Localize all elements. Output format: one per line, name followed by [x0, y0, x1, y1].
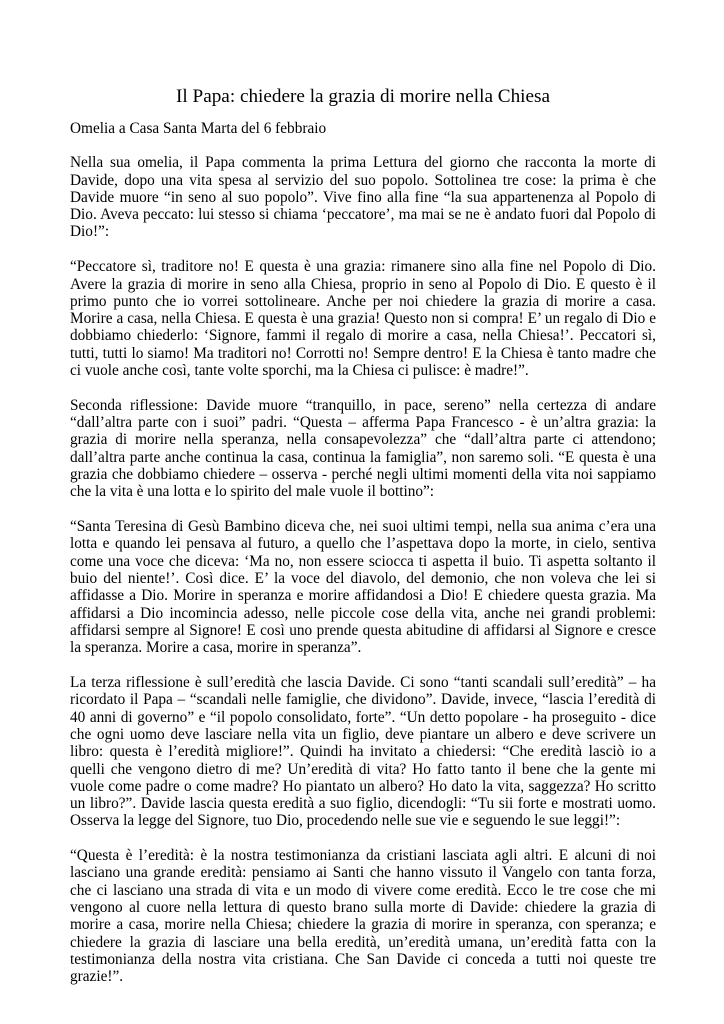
- document-subtitle: Omelia a Casa Santa Marta del 6 febbraio: [70, 120, 327, 137]
- paragraph-4: “Santa Teresina di Gesù Bambino diceva che, nei suoi ultimi tempi, nella sua anima c’era una lotta e quando lei pensava al futuro, a quello che l’aspettava dopo la morte, in cielo, sentiva come una voce che diceva: ‘Ma no, non essere sciocca ti aspetta il buio. Ti aspetta soltanto il buio del niente!’. Così dice. E’ la voce del diavolo, del demonio, che non voleva che lei si affidasse a Dio. Morire in speranza e morire affidandosi a Dio! E chiedere questa grazia. Ma affidarsi a Dio incomincia adesso, nelle piccole cose della vita, anche nei grandi problemi: affidarsi sempre al Signore! E così uno prende questa abitudine di affidarsi al Signore e cresce la speranza. Morire a casa, morire in speranza”.: [70, 518, 656, 657]
- document-page: [70, 86, 656, 1003]
- paragraph-2: “Peccatore sì, traditore no! E questa è una grazia: rimanere sino alla fine nel Popolo di Dio. Avere la grazia di morire in seno alla Chiesa, proprio in seno al Popolo di Dio. E questo è il primo punto che io vorrei sottolineare. Anche per noi chiedere la grazia di morire a casa. Morire a casa, nella Chiesa. E questa è una grazia! Questo non si compra! E’ un regalo di Dio e dobbiamo chiederlo: ‘Signore, fammi il regalo di morire a casa, nella Chiesa!’. Peccatori sì, tutti, tutti lo siamo! Ma traditori no! Corrotti no! Sempre dentro! E la Chiesa è tanto madre che ci vuole anche così, tante volte sporchi, ma la Chiesa ci pulisce: è madre!”.: [70, 258, 656, 380]
- paragraph-1: Nella sua omelia, il Papa commenta la prima Lettura del giorno che racconta la morte di Davide, dopo una vita spesa al servizio del suo popolo. Sottolinea tre cose: la prima è che Davide muore “in seno al suo popolo”. Vive fino alla fine “la sua appartenenza al Popolo di Dio. Aveva peccato: lui stesso si chiama ‘peccatore’, ma mai se ne è andato fuori dal Popolo di Dio!”:: [70, 154, 656, 241]
- paragraph-5: La terza riflessione è sull’eredità che lascia Davide. Ci sono “tanti scandali sull’eredità” – ha ricordato il Papa – “scandali nelle famiglie, che dividono”. Davide, invece, “lascia l’eredità di 40 anni di governo” e “il popolo consolidato, forte”. “Un detto popolare - ha proseguito - dice che ogni uomo deve lasciare nella vita un figlio, deve piantare un albero e deve scrivere un libro: questa è l’eredità migliore!”. Quindi ha invitato a chiedersi: “Che eredità lasciò io a quelli che vengono dietro di me? Un’eredità di vita? Ho fatto tanto il bene che la gente mi vuole come padre o come madre? Ho piantato un albero? Ho dato la vita, saggezza? Ho scritto un libro?”. Davide lascia questa eredità a suo figlio, dicendogli: “Tu sii forte e mostrati uomo. Osserva la legge del Signore, tuo Dio, procedendo nelle sue vie e seguendo le sue leggi!”:: [70, 674, 656, 830]
- paragraph-3: Seconda riflessione: Davide muore “tranquillo, in pace, sereno” nella certezza di andare “dall’altra parte con i suoi” padri. “Questa – afferma Papa Francesco - è un’altra grazia: la grazia di morire nella speranza, nella consapevolezza” che “dall’altra parte ci attendono; dall’altra parte anche continua la casa, continua la famiglia”, non saremo soli. “E questa è una grazia che dobbiamo chiedere – osserva - perché negli ultimi momenti della vita noi sappiamo che la vita è una lotta e lo spirito del male vuole il bottino”:: [70, 396, 656, 501]
- document-title: Il Papa: chiedere la grazia di morire nella Chiesa: [176, 86, 550, 107]
- paragraph-6: “Questa è l’eredità: è la nostra testimonianza da cristiani lasciata agli altri. E alcuni di noi lasciano una grande eredità: pensiamo ai Santi che hanno vissuto il Vangelo con tanta forza, che ci lasciano una strada di vita e un modo di vivere come eredità. Ecco le tre cose che mi vengono al cuore nella lettura di questo brano sulla morte di Davide: chiedere la grazia di morire a casa, morire nella Chiesa; chiedere la grazia di morire in speranza, con speranza; e chiedere la grazia di lasciare una bella eredità, un’eredità umana, un’eredità fatta con la testimonianza della nostra vita cristiana. Che San Davide ci conceda a tutti noi queste tre grazie!”.: [70, 847, 656, 986]
